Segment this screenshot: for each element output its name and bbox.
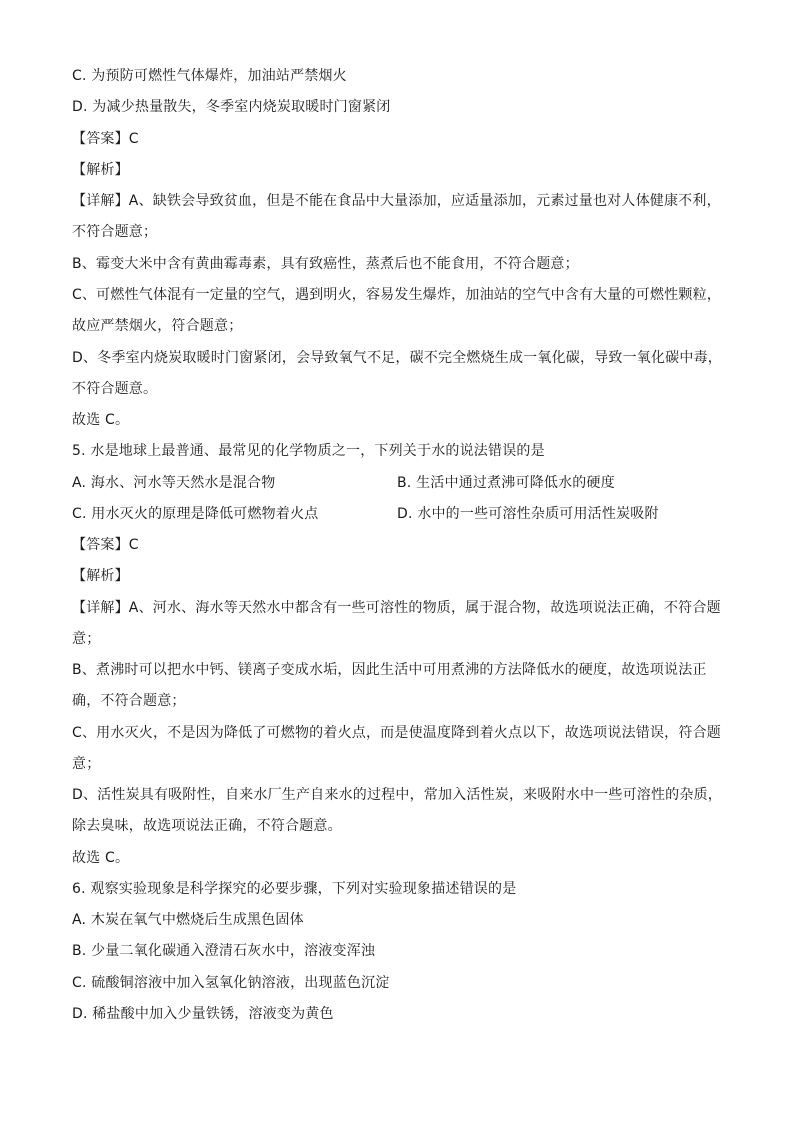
q5-option-a: A. 海水、河水等天然水是混合物 [72, 475, 276, 491]
q4-option-c: C. 为预防可燃性气体爆炸，加油站严禁烟火 [72, 68, 347, 84]
q6-option-a: A. 木炭在氧气中燃烧后生成黑色固体 [72, 912, 304, 928]
q4-detail-line-2: 不符合题意； [72, 224, 158, 240]
q5-detail-line-2: 意； [72, 631, 101, 647]
q5-detail-line-4: 确，不符合题意； [72, 693, 186, 709]
q5-option-c: C. 用水灭火的原理是降低可燃物着火点 [72, 506, 319, 522]
q6-option-d: D. 稀盐酸中加入少量铁锈，溶液变为黄色 [72, 1006, 334, 1022]
q5-detail-line-5: C、用水灭火，不是因为降低了可燃物的着火点，而是使温度降到着火点以下，故选项说法错误，符合题 [72, 725, 721, 741]
q5-detail-line-3: B、煮沸时可以把水中钙、镁离子变成水垢，因此生活中可用煮沸的方法降低水的硬度，故选项说法正 [72, 662, 707, 678]
q5-option-d: D. 水中的一些可溶性杂质可用活性炭吸附 [397, 506, 659, 522]
q6-option-c: C. 硫酸铜溶液中加入氢氧化钠溶液，出现蓝色沉淀 [72, 975, 390, 991]
q6-stem: 6. 观察实验现象是科学探究的必要步骤，下列对实验现象描述错误的是 [72, 881, 517, 897]
q5-detail-line-6: 意； [72, 756, 101, 772]
q4-detail-line-3: B、霉变大米中含有黄曲霉毒素，具有致癌性，蒸煮后也不能食用，不符合题意； [72, 256, 579, 272]
q5-analysis-label: 【解析】 [72, 568, 129, 584]
q6-option-b: B. 少量二氧化碳通入澄清石灰水中，溶液变浑浊 [72, 943, 376, 959]
q4-detail-line-5: 故应严禁烟火，符合题意； [72, 318, 243, 334]
q5-stem: 5. 水是地球上最普通、最常见的化学物质之一，下列关于水的说法错误的是 [72, 443, 545, 459]
q4-analysis-label: 【解析】 [72, 162, 129, 178]
q5-detail-line-7: D、活性炭具有吸附性，自来水厂生产自来水的过程中，常加入活性炭，来吸附水中一些可溶性的杂质， [72, 787, 722, 803]
q4-detail-line-7: 不符合题意。 [72, 381, 158, 397]
q4-option-d: D. 为减少热量散失，冬季室内烧炭取暖时门窗紧闭 [72, 99, 391, 115]
q4-detail-line-4: C、可燃性气体混有一定量的空气，遇到明火，容易发生爆炸，加油站的空气中含有大量的可燃性颗粒， [72, 287, 721, 303]
q4-detail-line-1: 【详解】A、缺铁会导致贫血，但是不能在食品中大量添加，应适量添加，元素过量也对人体健康不利， [72, 193, 721, 209]
q4-detail-line-6: D、冬季室内烧炭取暖时门窗紧闭，会导致氧气不足，碳不完全燃烧生成一氧化碳，导致一氧化碳中毒， [72, 350, 722, 366]
q4-conclusion: 故选 C。 [72, 412, 130, 428]
q5-detail-line-8: 除去臭味，故选项说法正确，不符合题意。 [72, 818, 342, 834]
q5-option-b: B. 生活中通过煮沸可降低水的硬度 [397, 475, 615, 491]
q4-answer: 【答案】C [72, 131, 139, 147]
q5-conclusion: 故选 C。 [72, 850, 130, 866]
q5-answer: 【答案】C [72, 537, 139, 553]
q5-detail-line-1: 【详解】A、河水、海水等天然水中都含有一些可溶性的物质，属于混合物，故选项说法正确，不符合题 [72, 600, 721, 616]
